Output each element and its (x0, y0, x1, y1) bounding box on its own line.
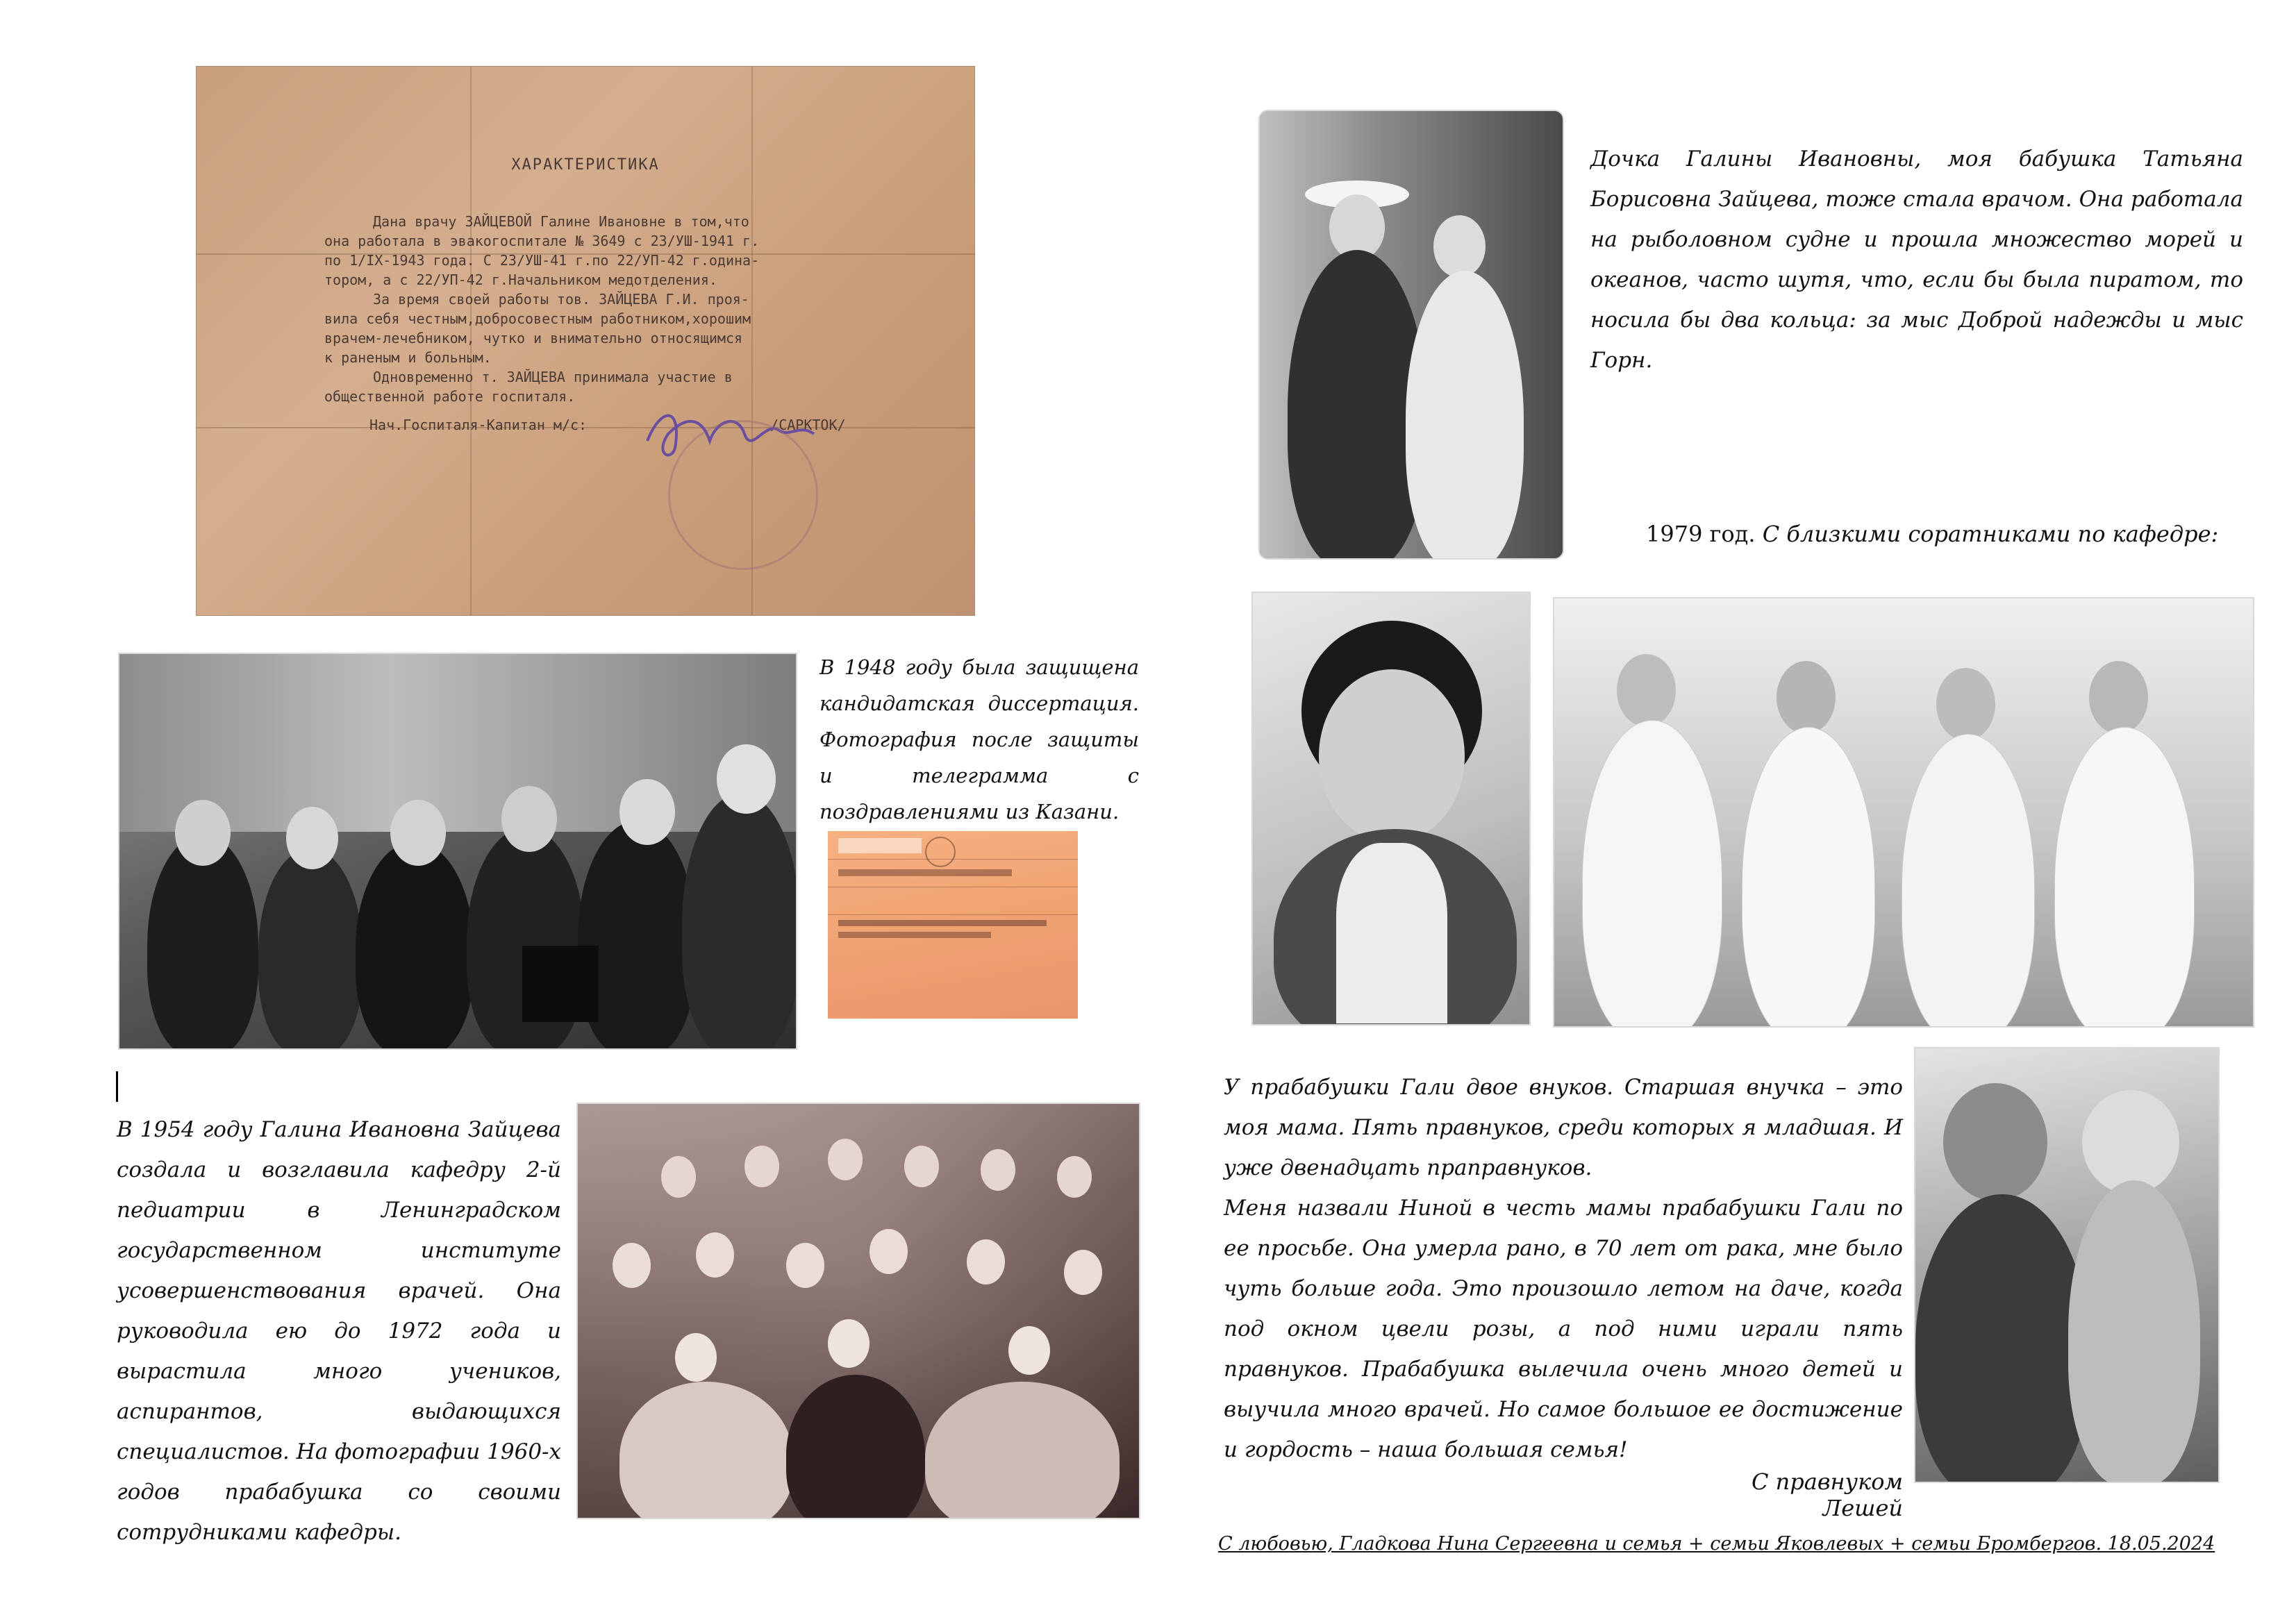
characteristic-document-scan (196, 66, 975, 616)
caption-1954-department: В 1954 году Галина Ивановна Зайцева создала и возглавила кафедру 2-й педиатрии в Ленинградском государственном институте усовершенствования врачей. Она руководила ею до 1972 года и вырастила много учеников, аспирантов, выдающихся специалистов. На фотографии 1960-х годов прабабушка со своими сотрудниками кафедры. (117, 1117, 561, 1545)
document-line: тором, а с 22/УП-42 г.Начальником медотделения. (324, 271, 717, 288)
caption-1979 (1646, 521, 2296, 547)
caption-1979-year: 1979 год. (1646, 521, 1756, 547)
caption-1979-colleagues: С близкими соратниками по кафедре: (1762, 521, 2219, 547)
photo-1979-portrait (1251, 592, 1531, 1026)
document-signature-name: /САРКТОК/ (770, 417, 846, 433)
caption-great-grandson: С правнуком Лешей (1752, 1468, 1903, 1521)
photo-1948-defense-group (118, 653, 797, 1050)
telegram-from-kazan (828, 831, 1078, 1019)
footer-dedication: С любовью, Гладкова Нина Сергеевна и семья + семьи Яковлевых + семьи Бромбергов. 18.05.2024 (1218, 1533, 2215, 1555)
document-line: она работала в эвакогоспитале № 3649 с 23/УШ-1941 г. (324, 233, 760, 249)
photo-with-great-grandson (1914, 1047, 2220, 1483)
document-signature-line: Нач.Госпиталя-Капитан м/с: (369, 417, 588, 433)
document-line: к раненым и больным. (324, 349, 492, 366)
text-cursor (116, 1071, 118, 1102)
document-line: общественной работе госпиталя. (324, 388, 576, 405)
document-line: врачем-лечебником, чутко и внимательно относящимся (324, 330, 743, 346)
caption-grandkids-p2: Меня назвали Ниной в честь мамы прабабушки Гали по ее просьбе. Она умерла рано, в 70 лет от рака, мне было чуть больше года. Это произошло летом на даче, когда под окном цвели розы, а под ними играли пять правнуков. Прабабушка вылечила очень много детей и выучила много врачей. Но самое большое ее достижение и гордость – наша большая семья! (1224, 1196, 1903, 1462)
photo-1960s-department-staff (576, 1103, 1140, 1519)
stamp-seal (668, 420, 818, 570)
photo-daughter-with-mother (1258, 110, 1564, 560)
caption-1948-defense: В 1948 году была защищена кандидатская диссертация. Фотография после защиты и телеграмма с поздравлениями из Казани. (820, 655, 1139, 823)
caption-grandkids (1224, 1067, 1903, 1470)
document-line: За время своей работы тов. ЗАЙЦЕВА Г.И. проя- (373, 291, 749, 308)
document-line: Дана врачу ЗАЙЦЕВОЙ Галине Ивановне в том,что (373, 213, 749, 230)
document-line: Одновременно т. ЗАЙЦЕВА принимала участие в (373, 369, 733, 385)
photo-1979-colleagues (1553, 597, 2254, 1028)
caption-grandkids-p1: У прабабушки Гали двое внуков. Старшая внучка – это моя мама. Пять правнуков, среди которых я младшая. И уже двенадцать праправнуков. (1224, 1075, 1903, 1180)
caption-daughter: Дочка Галины Ивановны, моя бабушка Татьяна Борисовна Зайцева, тоже стала врачом. Она работала на рыболовном судне и прошла множество морей и океанов, часто шутя, что, если бы была пиратом, то носила бы два кольца: за мыс Доброй надежды и мыс Горн. (1590, 147, 2243, 373)
document-title: ХАРАКТЕРИСТИКА (511, 156, 660, 174)
document-line: вила себя честным,добросовестным работником,хорошим (324, 310, 751, 327)
document-line: по 1/IХ-1943 года. С 23/УШ-41 г.по 22/УП-42 г.одина- (324, 252, 760, 269)
